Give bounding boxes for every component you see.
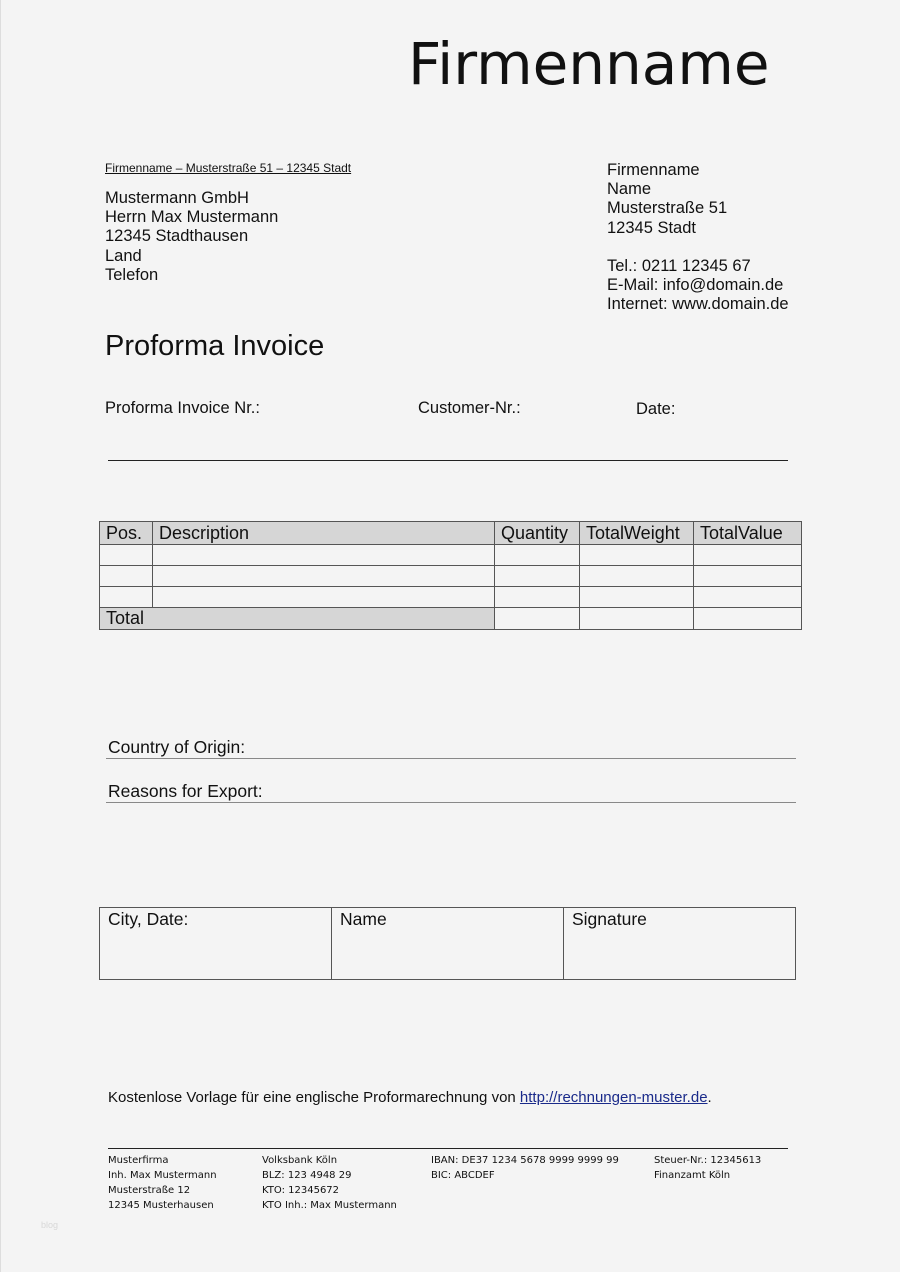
- footer-line: Musterfirma: [108, 1155, 169, 1166]
- total-row: [100, 608, 802, 630]
- date-label: Date:: [636, 400, 676, 418]
- cell[interactable]: [694, 587, 802, 608]
- footer-divider: [108, 1148, 788, 1149]
- footer-iban: [431, 1153, 619, 1183]
- company-line: Musterstraße 51: [607, 199, 728, 218]
- spacer: [607, 238, 789, 257]
- table-row: [100, 587, 802, 608]
- reasons-line[interactable]: [106, 802, 796, 803]
- cell[interactable]: [580, 608, 694, 630]
- footer-line: Musterstraße 12: [108, 1185, 191, 1196]
- recipient-line: Herrn Max Mustermann: [105, 208, 279, 227]
- template-link[interactable]: http://rechnungen-muster.de: [519, 1089, 708, 1106]
- company-line: Internet: www.domain.de: [607, 295, 789, 314]
- name-cell[interactable]: Name: [332, 908, 564, 979]
- footer-line: Volksbank Köln: [262, 1155, 338, 1166]
- footer-line: 12345 Musterhausen: [108, 1200, 214, 1211]
- company-info: [607, 161, 789, 314]
- footer-bank: [262, 1153, 397, 1213]
- cell[interactable]: [495, 566, 580, 587]
- customer-nr-label: Customer-Nr.:: [418, 399, 521, 417]
- city-date-cell[interactable]: City, Date:: [100, 908, 332, 979]
- cell[interactable]: [694, 608, 802, 630]
- table-row: [100, 545, 802, 566]
- recipient-line: Telefon: [105, 265, 159, 284]
- sender-line: Firmenname – Musterstraße 51 – 12345 Stadt: [105, 161, 352, 175]
- note-end: .: [707, 1089, 712, 1106]
- header-pos: Pos.: [100, 522, 153, 545]
- items-table: [99, 521, 802, 630]
- cell[interactable]: [495, 545, 580, 566]
- company-title: Firmenname: [408, 30, 770, 98]
- signature-box: [99, 907, 796, 980]
- recipient-address: [105, 189, 278, 285]
- footer-line: BLZ: 123 4948 29: [262, 1170, 352, 1181]
- note-text: Kostenlose Vorlage für eine englische Proformarechnung von: [108, 1089, 520, 1106]
- footer-tax: [654, 1153, 761, 1183]
- cell[interactable]: [153, 587, 495, 608]
- cell[interactable]: [100, 566, 153, 587]
- footer-line: Finanzamt Köln: [654, 1170, 731, 1181]
- footer-line: IBAN: DE37 1234 5678 9999 9999 99: [431, 1155, 619, 1166]
- footer-line: BIC: ABCDEF: [431, 1170, 495, 1181]
- footer-company: [108, 1153, 217, 1213]
- table-header-row: [100, 522, 802, 545]
- cell[interactable]: [694, 545, 802, 566]
- origin-line[interactable]: [106, 758, 796, 759]
- cell[interactable]: [153, 545, 495, 566]
- company-line: Tel.: 0211 12345 67: [607, 256, 751, 275]
- cell[interactable]: [100, 545, 153, 566]
- footer-line: Inh. Max Mustermann: [108, 1170, 217, 1181]
- cell[interactable]: [580, 566, 694, 587]
- footer-line: KTO: 12345672: [262, 1185, 340, 1196]
- footer-line: Steuer-Nr.: 12345613: [654, 1155, 762, 1166]
- watermark: blog: [41, 1220, 59, 1230]
- page-heading: Proforma Invoice: [105, 330, 325, 362]
- company-line: Name: [607, 180, 652, 199]
- invoice-nr-label: Proforma Invoice Nr.:: [105, 399, 260, 417]
- recipient-line: Mustermann GmbH: [105, 189, 249, 207]
- template-note: [108, 1089, 712, 1106]
- total-label: Total: [100, 608, 495, 630]
- cell[interactable]: [495, 587, 580, 608]
- recipient-line: Land: [105, 246, 142, 265]
- table-row: [100, 566, 802, 587]
- company-line: E-Mail: info@domain.de: [607, 276, 784, 295]
- divider: [108, 460, 788, 461]
- company-line: 12345 Stadt: [607, 218, 696, 237]
- cell[interactable]: [100, 587, 153, 608]
- header-description: Description: [153, 522, 495, 545]
- cell[interactable]: [694, 566, 802, 587]
- header-quantity: Quantity: [495, 522, 580, 545]
- recipient-line: 12345 Stadthausen: [105, 227, 249, 246]
- cell[interactable]: [153, 566, 495, 587]
- company-line: Firmenname: [607, 161, 700, 179]
- signature-cell[interactable]: Signature: [572, 909, 647, 929]
- cell[interactable]: [580, 545, 694, 566]
- header-value: TotalValue: [694, 522, 802, 545]
- footer-line: KTO Inh.: Max Mustermann: [262, 1200, 397, 1211]
- origin-label: Country of Origin:: [108, 737, 246, 757]
- cell[interactable]: [580, 587, 694, 608]
- reasons-label: Reasons for Export:: [108, 781, 263, 801]
- cell[interactable]: [495, 608, 580, 630]
- header-weight: TotalWeight: [580, 522, 694, 545]
